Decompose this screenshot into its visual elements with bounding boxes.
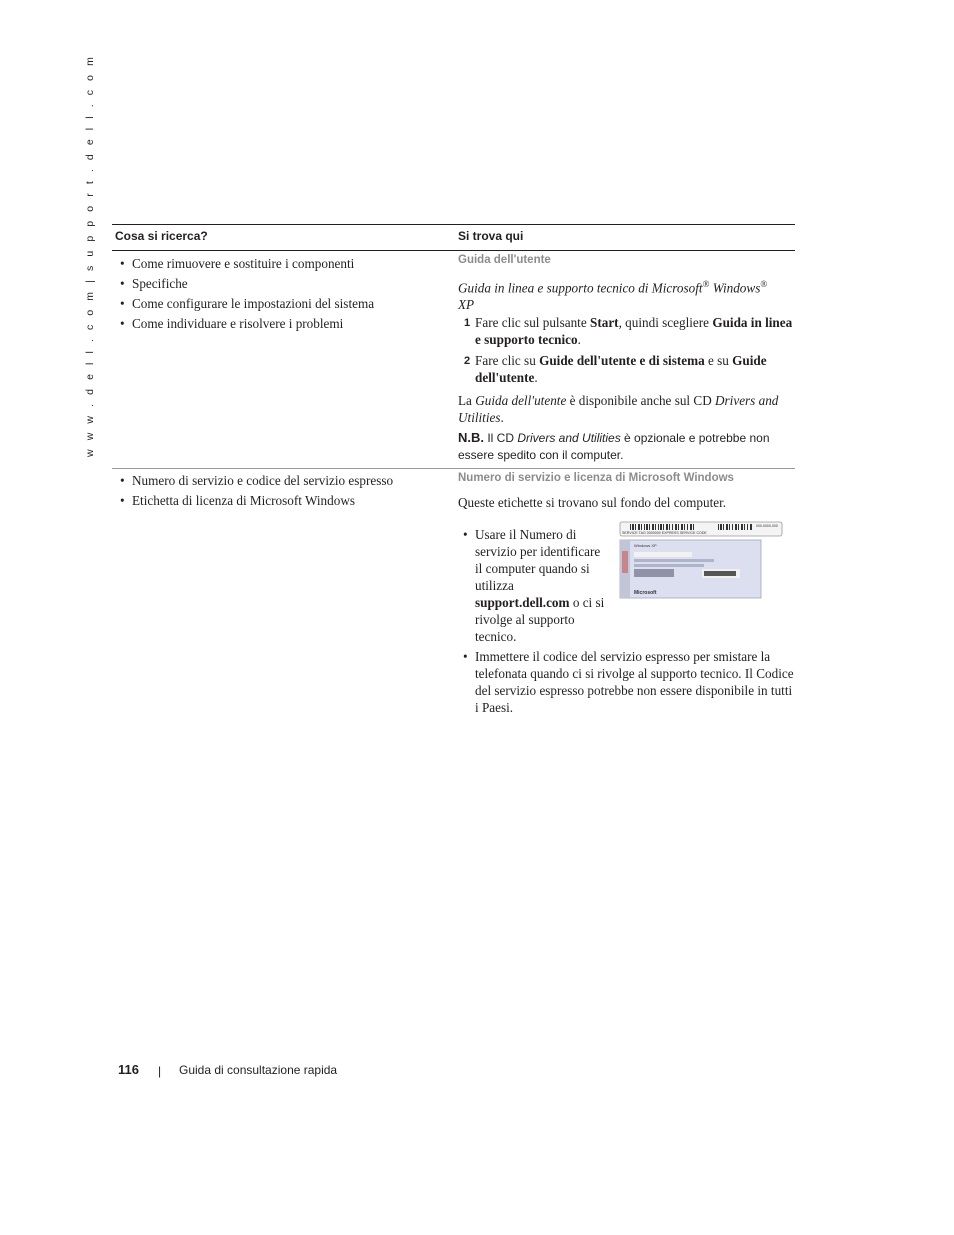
header-col2: Si trova qui <box>458 229 524 243</box>
footer-separator: | <box>158 1064 162 1078</box>
list-item: • Come individuare e risolvere i problemi <box>118 314 448 334</box>
row1-left <box>118 254 448 334</box>
list-item: • Immettere il codice del servizio espresso per smistare la telefonata quando ci si rivolge al supporto tecnico. Il Codice del servizio espresso potrebbe non essere disponibile in tutti i Paesi. <box>461 648 795 716</box>
note: N.B. Il CD Drivers and Utilities è opzionale e potrebbe non essere spedito con il computer. <box>458 430 770 462</box>
list-item: • Specifiche <box>118 274 448 294</box>
service-tag-text: SERVICE TAG 0000000 EXPRESS SERVICE CODE <box>622 531 707 535</box>
table-row <box>112 469 795 749</box>
table-row <box>112 251 795 469</box>
list-item: • Come rimuovere e sostituire i componenti <box>118 254 448 274</box>
microsoft-text: Microsoft <box>634 590 657 596</box>
help-center-title: Guida in linea e supporto tecnico di Microsoft® Windows® XP <box>458 279 768 313</box>
list-item: • Come configurare le impostazioni del sistema <box>118 294 448 314</box>
header-col1: Cosa si ricerca? <box>115 229 208 243</box>
side-url: w w w . d e l l . c o m | s u p p o r t . d e l l . c o m <box>84 54 96 457</box>
row2-left <box>118 471 448 511</box>
service-tag-number: 000-0000-000 <box>756 524 778 528</box>
step-1: 1 Fare clic sul pulsante Start, quindi scegliere Guida in linea e supporto tecnico. <box>464 315 793 347</box>
list-item: • Etichetta di licenza di Microsoft Windows <box>118 491 448 511</box>
windows-text: Windows XP <box>634 543 657 548</box>
footer-title: Guida di consultazione rapida <box>179 1063 338 1077</box>
labels-intro: Queste etichette si trovano sul fondo del computer. <box>458 495 727 510</box>
service-tag-label-image <box>618 521 784 601</box>
cd-paragraph: La Guida dell'utente è disponibile anche sul CD Drivers and Utilities. <box>458 393 779 425</box>
page-number: 116 <box>118 1062 139 1077</box>
section-title: Guida dell'utente <box>458 254 551 266</box>
list-item: • Usare il Numero di servizio per identificare il computer quando si utilizza support.dell.com o ci si rivolge al supporto tecnico. <box>461 526 605 645</box>
info-table <box>112 224 795 749</box>
list-item: • Numero di servizio e codice del servizio espresso <box>118 471 448 491</box>
table-header <box>112 225 795 251</box>
section-title: Numero di servizio e licenza di Microsoft Windows <box>458 472 734 484</box>
step-2: 2 Fare clic su Guide dell'utente e di sistema e su Guide dell'utente. <box>464 353 767 385</box>
